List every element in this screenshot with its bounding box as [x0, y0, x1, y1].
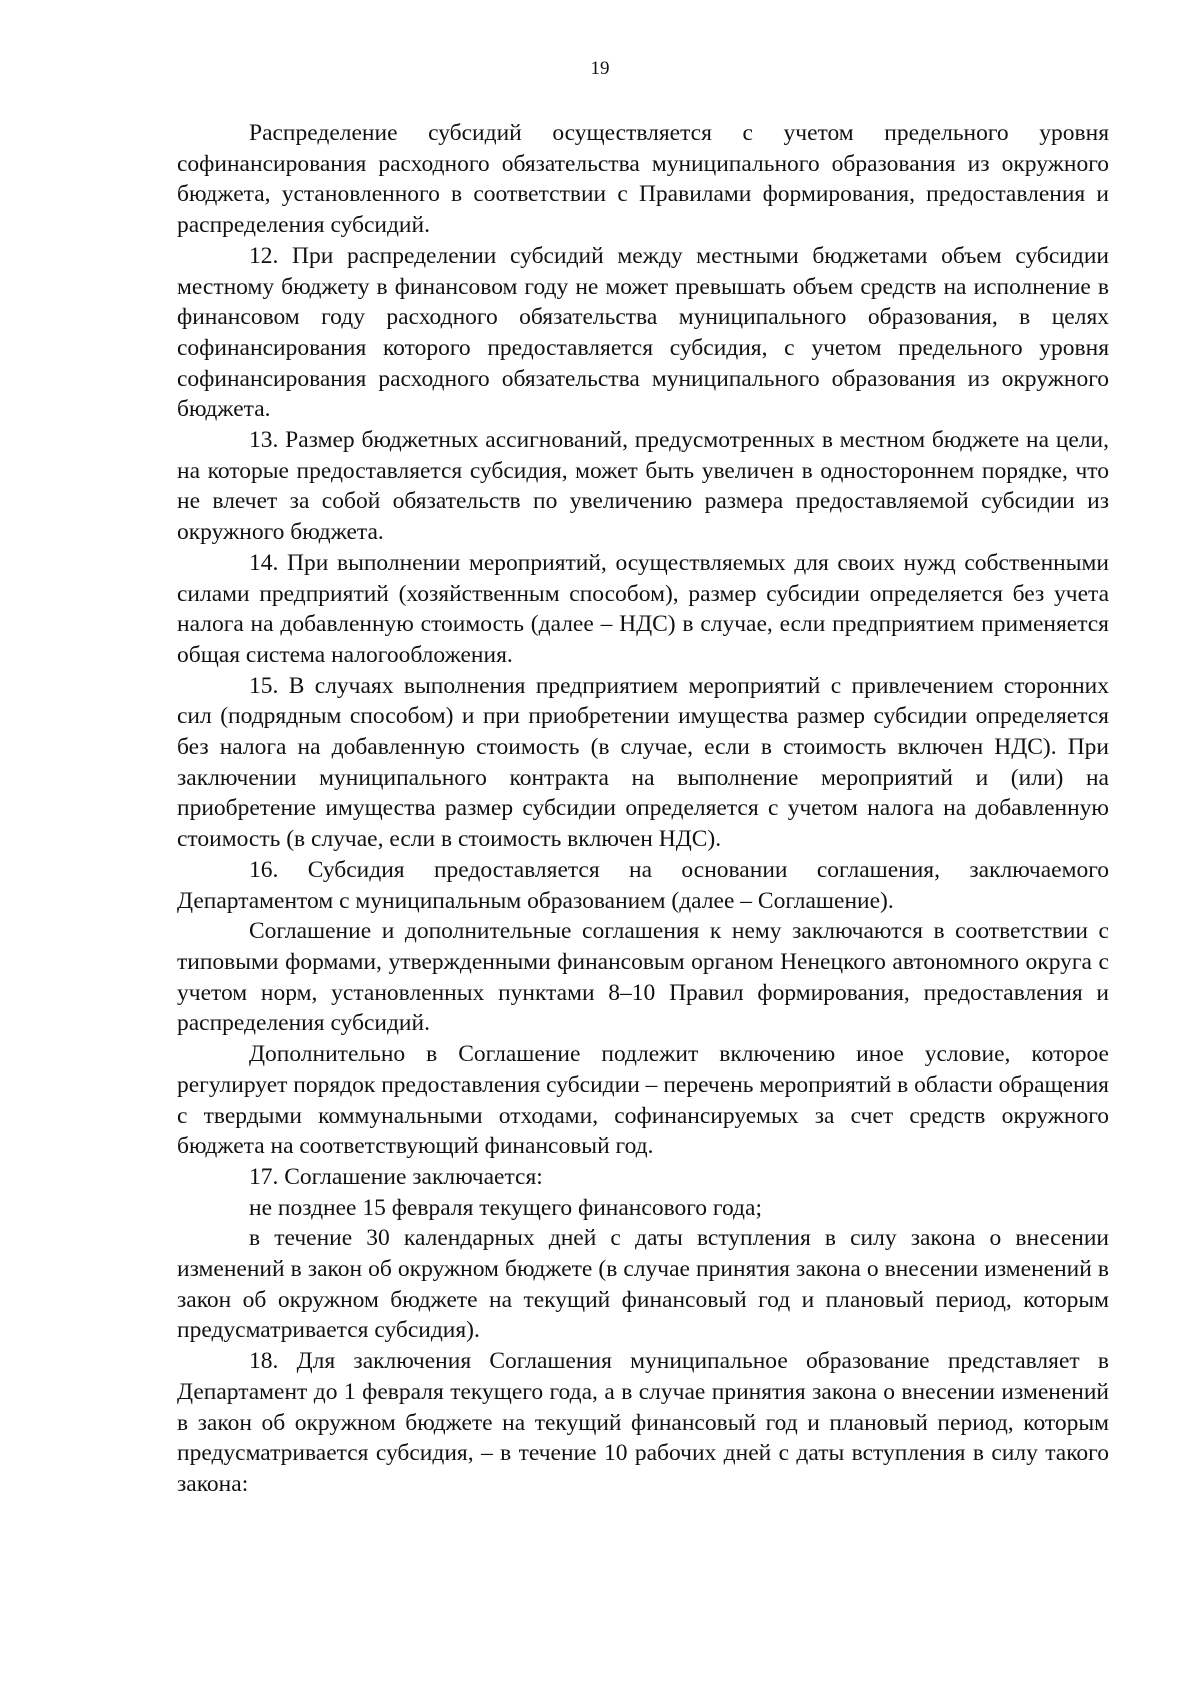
- paragraph-additional-condition: Дополнительно в Соглашение подлежит включению иное условие, которое регулирует порядок предоставления субсидии – перечень мероприятий в области обращения с твердыми коммунальными отходами, софинансируемых за счет средств окружного бюджета на соответствующий финансовый год.: [177, 1041, 1109, 1160]
- paragraph-item-14: 14. При выполнении мероприятий, осуществляемых для своих нужд собственными силами предприятий (хозяйственным способом), размер субсидии определяется без учета налога на добавленную стоимость (далее – НДС) в случае, если предприятием применяется общая система налогообложения.: [177, 549, 1109, 668]
- paragraph-agreement-forms: Соглашение и дополнительные соглашения к нему заключаются в соответствии с типовыми формами, утвержденными финансовым органом Ненецкого автономного округа с учетом норм, установленных пунктами 8–10 Правил формирования, предоставления и распределения субсидий.: [177, 918, 1109, 1037]
- paragraph-subsidy-distribution: Распределение субсидий осуществляется с учетом предельного уровня софинансирования расходного обязательства муниципального образования из окружного бюджета, установленного в соответствии с Правилами формирования, предоставления и распределения субсидий.: [177, 120, 1109, 239]
- paragraph-item-17: 17. Соглашение заключается:: [249, 1163, 543, 1190]
- paragraph-item-16: 16. Субсидия предоставляется на основании соглашения, заключаемого Департаментом с муниципальным образованием (далее – Соглашение).: [177, 856, 1109, 914]
- paragraph-item-13: 13. Размер бюджетных ассигнований, предусмотренных в местном бюджете на цели, на которые предоставляется субсидия, может быть увеличен в одностороннем порядке, что не влечет за собой обязательств по увеличению размера предоставляемой субсидии из окружного бюджета.: [177, 427, 1109, 546]
- paragraph-item-12: 12. При распределении субсидий между местными бюджетами объем субсидии местному бюджету в финансовом году не может превышать объем средств на исполнение в финансовом году расходного обязательства муниципального образования, в целях софинансирования которого предоставляется субсидия, с учетом предельного уровня софинансирования расходного обязательства муниципального образования из окружного бюджета.: [177, 242, 1109, 423]
- page-number: 19: [590, 58, 610, 79]
- paragraph-item-18: 18. Для заключения Соглашения муниципальное образование представляет в Департамент до 1 февраля текущего года, а в случае принятия закона о внесении изменений в закон об окружном бюджете на текущий финансовый год и плановый период, которым предусматривается субсидия, – в течение 10 рабочих дней с даты вступления в силу такого закона:: [177, 1348, 1109, 1497]
- paragraph-item-15: 15. В случаях выполнения предприятием мероприятий с привлечением сторонних сил (подрядным способом) и при приобретении имущества размер субсидии определяется без налога на добавленную стоимость (в случае, если в стоимость включен НДС). При заключении муниципального контракта на выполнение мероприятий и (или) на приобретение имущества размер субсидии определяется с учетом налога на добавленную стоимость (в случае, если в стоимость включен НДС).: [177, 672, 1109, 853]
- paragraph-item-17-deadline-1: не позднее 15 февраля текущего финансового года;: [249, 1194, 762, 1221]
- document-body: [177, 118, 1109, 1500]
- paragraph-item-17-deadline-2: в течение 30 календарных дней с даты вступления в силу закона о внесении изменений в закон об окружном бюджете (в случае принятия закона о внесении изменений в закон об окружном бюджете на текущий финансовый год и плановый период, которым предусматривается субсидия).: [177, 1225, 1109, 1344]
